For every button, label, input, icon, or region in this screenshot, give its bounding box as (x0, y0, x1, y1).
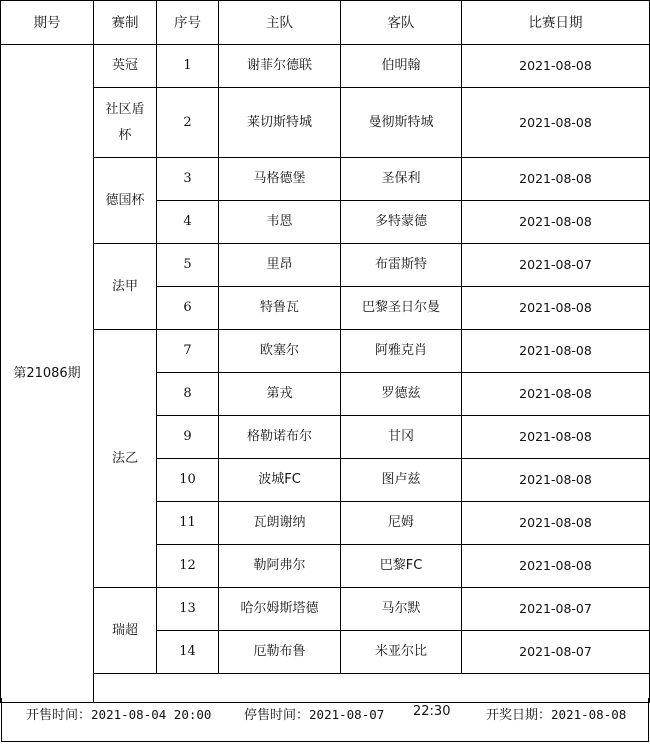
table-row (1, 88, 650, 158)
sale-stop-label: 停售时间： (244, 708, 310, 723)
draw-date-info (486, 704, 626, 723)
seq-cell: 9 (157, 416, 219, 459)
home-team-cell: 哈尔姆斯塔德 (219, 588, 341, 631)
home-team-cell: 特鲁瓦 (219, 287, 341, 330)
away-team-cell: 圣保利 (341, 158, 462, 201)
sale-open-info (26, 704, 211, 723)
match-date-cell: 2021-08-08 (462, 502, 650, 545)
seq-cell: 10 (157, 459, 219, 502)
seq-cell: 5 (157, 244, 219, 287)
sale-open-label: 开售时间： (26, 708, 92, 723)
away-team-cell: 巴黎圣日尔曼 (341, 287, 462, 330)
seq-cell: 8 (157, 373, 219, 416)
table-row (1, 158, 650, 201)
table-row (1, 45, 650, 88)
home-team-cell: 第戎 (219, 373, 341, 416)
match-date-cell: 2021-08-08 (462, 459, 650, 502)
away-team-cell: 图卢兹 (341, 459, 462, 502)
header-issue: 期号 (1, 1, 94, 45)
away-team-cell: 布雷斯特 (341, 244, 462, 287)
header-row (1, 1, 650, 45)
away-team-cell: 巴黎FC (341, 545, 462, 588)
competition-label-line2: 杯 (118, 127, 132, 143)
home-team-cell: 里昂 (219, 244, 341, 287)
match-date-cell: 2021-08-08 (462, 158, 650, 201)
away-team-cell: 尼姆 (341, 502, 462, 545)
table-row (1, 588, 650, 631)
match-date-cell: 2021-08-07 (462, 588, 650, 631)
competition-cell (94, 88, 157, 158)
header-home: 主队 (219, 1, 341, 45)
seq-cell: 2 (157, 88, 219, 158)
sale-open-value: 2021-08-04 20:00 (91, 707, 212, 722)
match-date-cell: 2021-08-08 (462, 416, 650, 459)
away-team-cell: 多特蒙德 (341, 201, 462, 244)
seq-cell: 1 (157, 45, 219, 88)
home-team-cell: 韦恩 (219, 201, 341, 244)
seq-cell: 14 (157, 631, 219, 674)
sale-stop-time: 22:30 (413, 704, 451, 719)
match-date-cell: 2021-08-08 (462, 545, 650, 588)
table-row (1, 330, 650, 373)
home-team-cell: 莱切斯特城 (219, 88, 341, 158)
home-team-cell: 厄勒布鲁 (219, 631, 341, 674)
match-date-cell: 2021-08-08 (462, 201, 650, 244)
home-team-cell: 谢菲尔德联 (219, 45, 341, 88)
home-team-cell: 格勒诺布尔 (219, 416, 341, 459)
match-date-cell: 2021-08-08 (462, 287, 650, 330)
draw-date-label: 开奖日期： (486, 708, 552, 723)
match-date-cell: 2021-08-07 (462, 631, 650, 674)
away-team-cell: 阿雅克肖 (341, 330, 462, 373)
sales-info-footer (1, 698, 649, 742)
seq-cell: 12 (157, 545, 219, 588)
seq-cell: 6 (157, 287, 219, 330)
home-team-cell: 勒阿弗尔 (219, 545, 341, 588)
competition-label-line1: 社区盾 (105, 101, 145, 117)
competition-cell: 法甲 (94, 244, 157, 330)
table-row (1, 244, 650, 287)
competition-cell: 德国杯 (94, 158, 157, 244)
seq-cell: 13 (157, 588, 219, 631)
home-team-cell: 瓦朗谢纳 (219, 502, 341, 545)
match-date-cell: 2021-08-08 (462, 45, 650, 88)
away-team-cell: 米亚尔比 (341, 631, 462, 674)
competition-cell: 英冠 (94, 45, 157, 88)
home-team-cell: 欧塞尔 (219, 330, 341, 373)
away-team-cell: 甘冈 (341, 416, 462, 459)
match-date-cell: 2021-08-07 (462, 244, 650, 287)
header-seq: 序号 (157, 1, 219, 45)
match-date-cell: 2021-08-08 (462, 330, 650, 373)
seq-cell: 3 (157, 158, 219, 201)
seq-cell: 4 (157, 201, 219, 244)
competition-cell: 法乙 (94, 330, 157, 588)
match-date-cell: 2021-08-08 (462, 88, 650, 158)
sale-stop-info (244, 704, 384, 723)
away-team-cell: 伯明翰 (341, 45, 462, 88)
header-away: 客队 (341, 1, 462, 45)
header-date: 比赛日期 (462, 1, 650, 45)
away-team-cell: 曼彻斯特城 (341, 88, 462, 158)
issue-cell: 第21086期 (1, 45, 94, 703)
competition-cell: 瑞超 (94, 588, 157, 674)
away-team-cell: 罗德兹 (341, 373, 462, 416)
seq-cell: 11 (157, 502, 219, 545)
seq-cell: 7 (157, 330, 219, 373)
home-team-cell: 马格德堡 (219, 158, 341, 201)
away-team-cell: 马尔默 (341, 588, 462, 631)
match-date-cell: 2021-08-08 (462, 373, 650, 416)
draw-date-value: 2021-08-08 (551, 707, 627, 722)
home-team-cell: 波城FC (219, 459, 341, 502)
sale-stop-date: 2021-08-07 (309, 707, 385, 722)
header-competition: 赛制 (94, 1, 157, 45)
